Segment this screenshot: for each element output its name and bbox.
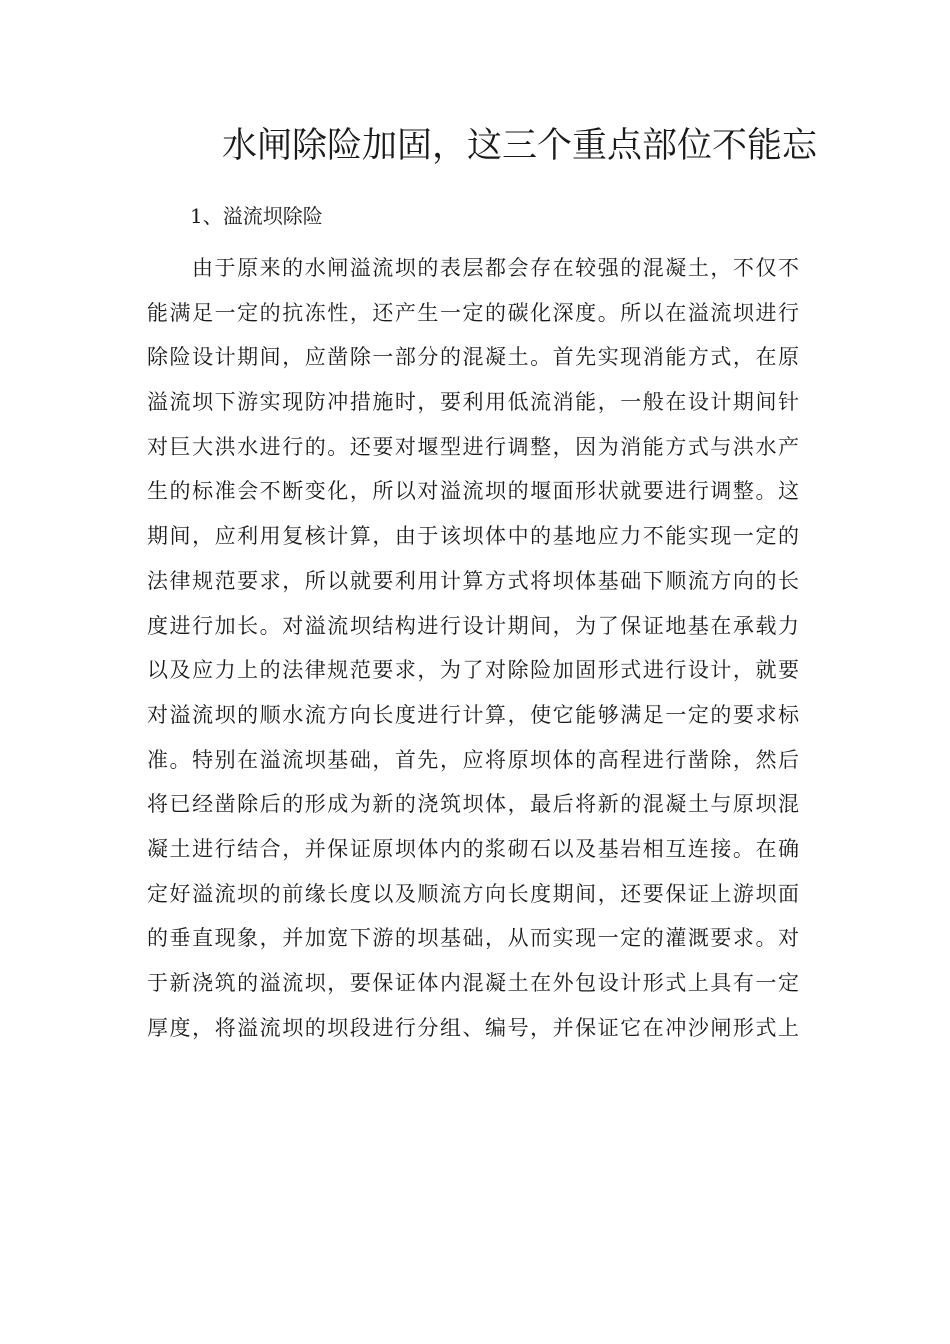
paragraph-line: 能满足一定的抗冻性，还产生一定的碳化深度。所以在溢流坝进行: [147, 300, 799, 325]
paragraph-line: 生的标准会不断变化，所以对溢流坝的堰面形状就要进行调整。这: [147, 479, 799, 504]
paragraph-line: 的垂直现象，并加宽下游的坝基础，从而实现一定的灌溉要求。对: [147, 926, 799, 951]
paragraph-line: 溢流坝下游实现防冲措施时，要利用低流消能，一般在设计期间针: [147, 390, 799, 415]
paragraph-line: 法律规范要求，所以就要利用计算方式将坝体基础下顺流方向的长: [147, 568, 799, 593]
paragraph-line: 对溢流坝的顺水流方向长度进行计算，使它能够满足一定的要求标: [147, 702, 799, 727]
paragraph-line: 度进行加长。对溢流坝结构进行设计期间，为了保证地基在承载力: [147, 613, 799, 638]
paragraph-line: 由于原来的水闸溢流坝的表层都会存在较强的混凝土，不仅不: [192, 256, 799, 280]
paragraph-line: 以及应力上的法律规范要求，为了对除险加固形式进行设计，就要: [147, 658, 799, 683]
section-heading: 1、溢流坝除险: [190, 204, 323, 228]
paragraph-line: 厚度，将溢流坝的坝段进行分组、编号，并保证它在冲沙闸形式上: [147, 1015, 799, 1040]
paragraph-line: 凝土进行结合，并保证原坝体内的浆砌石以及基岩相互连接。在确: [147, 836, 799, 861]
paragraph-line: 定好溢流坝的前缘长度以及顺流方向长度期间，还要保证上游坝面: [147, 881, 799, 906]
paragraph-line: 准。特别在溢流坝基础，首先，应将原坝体的高程进行凿除，然后: [147, 747, 799, 772]
paragraph-line: 除险设计期间，应凿除一部分的混凝土。首先实现消能方式，在原: [147, 345, 799, 370]
paragraph-line: 将已经凿除后的形成为新的浇筑坝体，最后将新的混凝土与原坝混: [147, 792, 799, 817]
paragraph-line: 期间，应利用复核计算，由于该坝体中的基地应力不能实现一定的: [147, 524, 799, 549]
paragraph-line: 对巨大洪水进行的。还要对堰型进行调整，因为消能方式与洪水产: [147, 434, 799, 459]
document-title: 水闸除险加固，这三个重点部位不能忘: [222, 126, 818, 166]
paragraph-line: 于新浇筑的溢流坝，要保证体内混凝土在外包设计形式上具有一定: [147, 971, 799, 995]
body-paragraph: [147, 250, 799, 1054]
